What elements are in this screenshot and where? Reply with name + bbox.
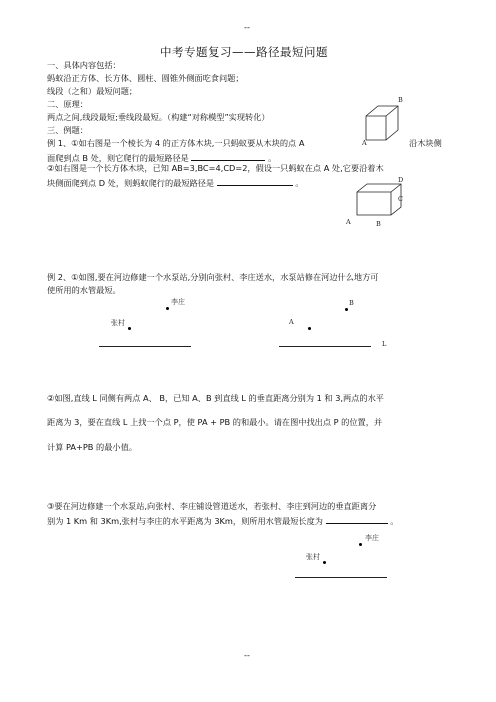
lizhuang-point-3	[359, 543, 362, 546]
cube-figure	[362, 104, 402, 146]
cuboid-label-c: C	[398, 195, 403, 203]
example2-q2-line2: 距离为 3，要在直线 L 上找一个点 P，使 PA + PB 的和最小。请在图中找出点 P 的位置，并	[47, 417, 383, 427]
section2-heading: 二、原理：	[47, 99, 88, 109]
example1-q2-end: 。	[295, 178, 304, 188]
zhangcun-label-1: 张村	[111, 319, 125, 327]
section2-line1: 两点之间,线段最短;垂线段最短。（构建“对称模型”实现转化）	[47, 112, 270, 122]
lizhuang-label-3: 李庄	[365, 534, 379, 542]
example2-q1-line2: 使所用的水管最短。	[47, 285, 121, 295]
answer-blank-3[interactable]	[326, 514, 388, 524]
section1-line2: 线段（之和）最短问题；	[47, 86, 138, 96]
lizhuang-label-1: 李庄	[171, 298, 185, 306]
example2-q3-line1: ③要在河边修建一个水泵站,向张村、李庄铺设管道送水，若张村、李庄到河边的垂直距离分	[47, 501, 377, 511]
river-line-1	[99, 346, 191, 347]
example1-q1-text: 面爬到点 B 处，则它爬行的最短路径是	[47, 153, 189, 163]
cuboid-label-b: B	[376, 220, 381, 228]
cuboid-label-d: D	[398, 176, 404, 184]
example1-q1-line1-tail: 沿木块侧	[409, 138, 442, 148]
point-a	[308, 327, 311, 330]
point-b-label: B	[349, 299, 354, 307]
example2-q3-text: 别为 1 Km 和 3Km,张村与李庄的水平距离为 3Km，则所用水管最短长度为	[47, 516, 323, 526]
example2-q3-line2	[47, 514, 398, 527]
section1-heading: 一、具体内容包括：	[47, 60, 121, 70]
section3-heading: 三、例题：	[47, 125, 88, 135]
line-l-label: L	[382, 340, 387, 348]
example2-q1-line1: 例 2、①如图,要在河边修建一个水泵站,分别向张村、李庄送水，水泵站修在河边什么地方可	[47, 272, 379, 282]
point-a-label: A	[289, 318, 294, 326]
top-page-mark: --	[244, 22, 250, 32]
river-line-3	[295, 577, 387, 578]
answer-blank-2[interactable]	[217, 176, 293, 186]
cube-label-a: A	[362, 139, 367, 147]
zhangcun-point-3	[323, 561, 326, 564]
example2-q2-line3: 计算 PA+PB 的最小值。	[47, 442, 137, 452]
page-title: 中考专题复习——路径最短问题	[160, 45, 328, 59]
example1-q2-text: 块侧面爬到点 D 处，则蚂蚁爬行的最短路径是	[47, 178, 215, 188]
example1-q2-line2	[47, 176, 304, 189]
example2-q2-line1: ②如图,直线 L 同侧有两点 A、 B，已知 A、B 到直线 L 的垂直距离分别为 1 和 3,两点的水平	[47, 393, 384, 403]
answer-blank-1[interactable]	[191, 151, 265, 161]
example1-q1-line1: 例 1、①如右图是一个棱长为 4 的正方体木块,一只蚂蚁要从木块的点 A	[47, 138, 305, 148]
example1-q1-end: 。	[268, 153, 277, 163]
zhangcun-point	[128, 327, 131, 330]
section1-line1: 蚂蚁沿正方体、长方体、圆柱、圆锥外侧面吃食问题；	[47, 73, 244, 83]
line-l	[279, 346, 371, 347]
lizhuang-point	[166, 307, 169, 310]
cube-label-b: B	[398, 96, 403, 104]
bottom-page-mark: --	[244, 650, 250, 660]
example2-q3-end: 。	[390, 516, 399, 526]
cuboid-label-a: A	[346, 218, 351, 226]
example1-q2-line1: ②如右图是一个长方体木块，已知 AB=3,BC=4,CD=2，假设一只蚂蚁在点 A 处,它要沿着木	[47, 163, 384, 173]
point-b	[345, 308, 348, 311]
zhangcun-label-3: 张村	[306, 553, 320, 561]
